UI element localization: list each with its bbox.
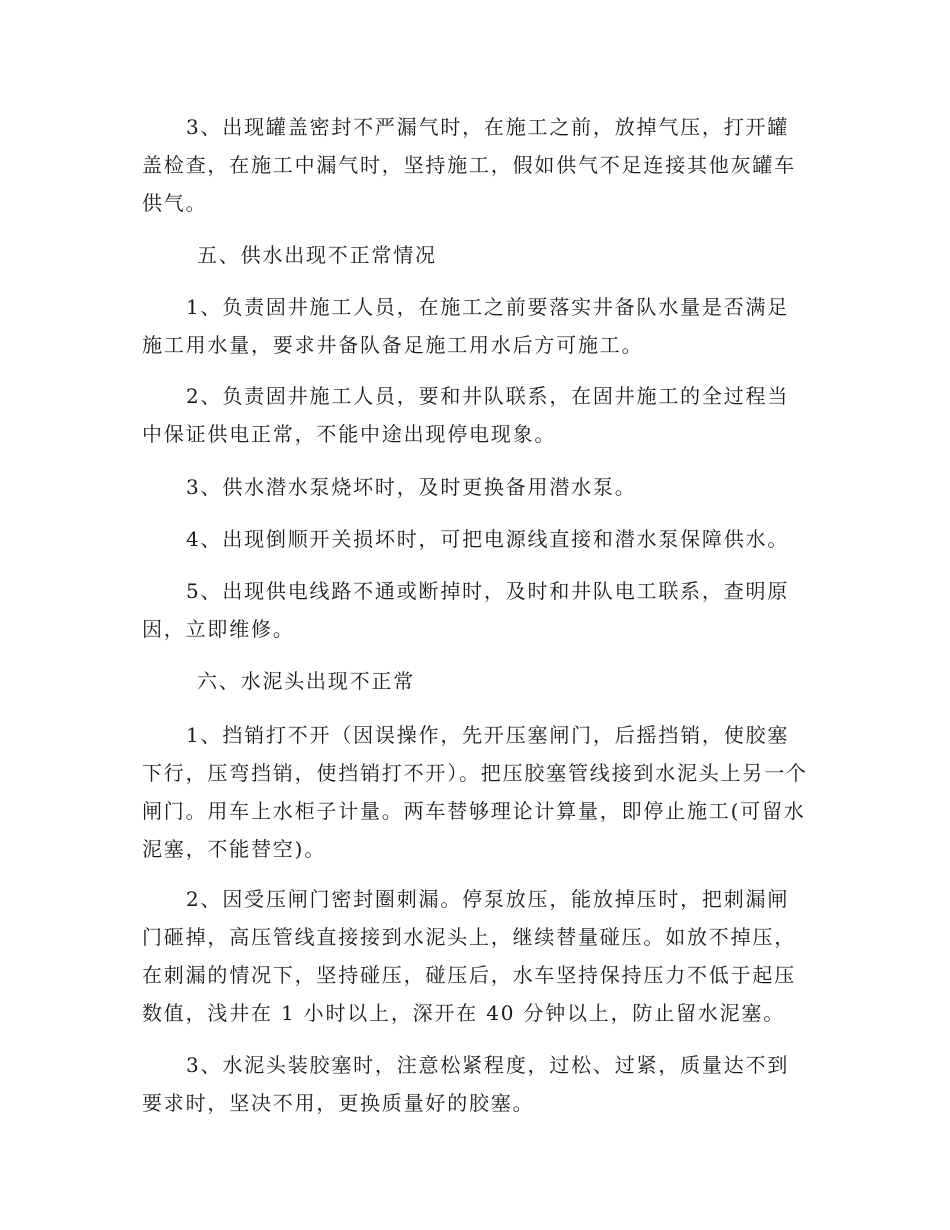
paragraph-3-rubber-plug: 3、水泥头装胶塞时，注意松紧程度，过松、过紧，质量达不到要求时，坚决不用，更换质量好的胶塞。: [142, 1053, 790, 1115]
paragraph-3-tank-lid-leak: 3、出现罐盖密封不严漏气时，在施工之前，放掉气压，打开罐盖检查，在施工中漏气时，坚持施工，假如供气不足连接其他灰罐车供气。: [142, 115, 796, 215]
paragraph-4-switch-damage: 4、出现倒顺开关损坏时，可把电源线直接和潜水泵保障供水。: [186, 527, 790, 551]
paragraph-1-water-volume: 1、负责固井施工人员，在施工之前要落实井备队水量是否满足施工用水量，要求井备队备足施工用水后方可施工。: [142, 295, 790, 357]
section-heading-cement-head: 六、水泥头出现不正常: [197, 669, 415, 693]
paragraph-2-power-supply: 2、负责固井施工人员，要和井队联系，在固井施工的全过程当中保证供电正常，不能中途出现停电现象。: [142, 384, 790, 446]
paragraph-1-stop-pin: 1、挡销打不开（因误操作，先开压塞闸门，后摇挡销，使胶塞下行，压弯挡销，使挡销打不开）。把压胶塞管线接到水泥头上另一个闸门。用车上水柜子计量。两车替够理论计算量，即停止施工(可留水泥塞，不能替空)。: [142, 723, 808, 861]
paragraph-5-power-line: 5、出现供电线路不通或断掉时，及时和井队电工联系，查明原因，立即维修。: [142, 579, 790, 641]
paragraph-2-valve-leak: 2、因受压闸门密封圈刺漏。停泵放压，能放掉压时，把刺漏闸门砸掉，高压管线直接接到水泥头上，继续替量碰压。如放不掉压，在刺漏的情况下，坚持碰压，碰压后，水车坚持保持压力不低于起压数值，浅井在 1 小时以上，深开在 40 分钟以上，防止留水泥塞。: [142, 887, 796, 1025]
paragraph-3-pump-replace: 3、供水潜水泵烧坏时，及时更换备用潜水泵。: [186, 475, 637, 499]
section-heading-water-supply: 五、供水出现不正常情况: [197, 243, 437, 267]
